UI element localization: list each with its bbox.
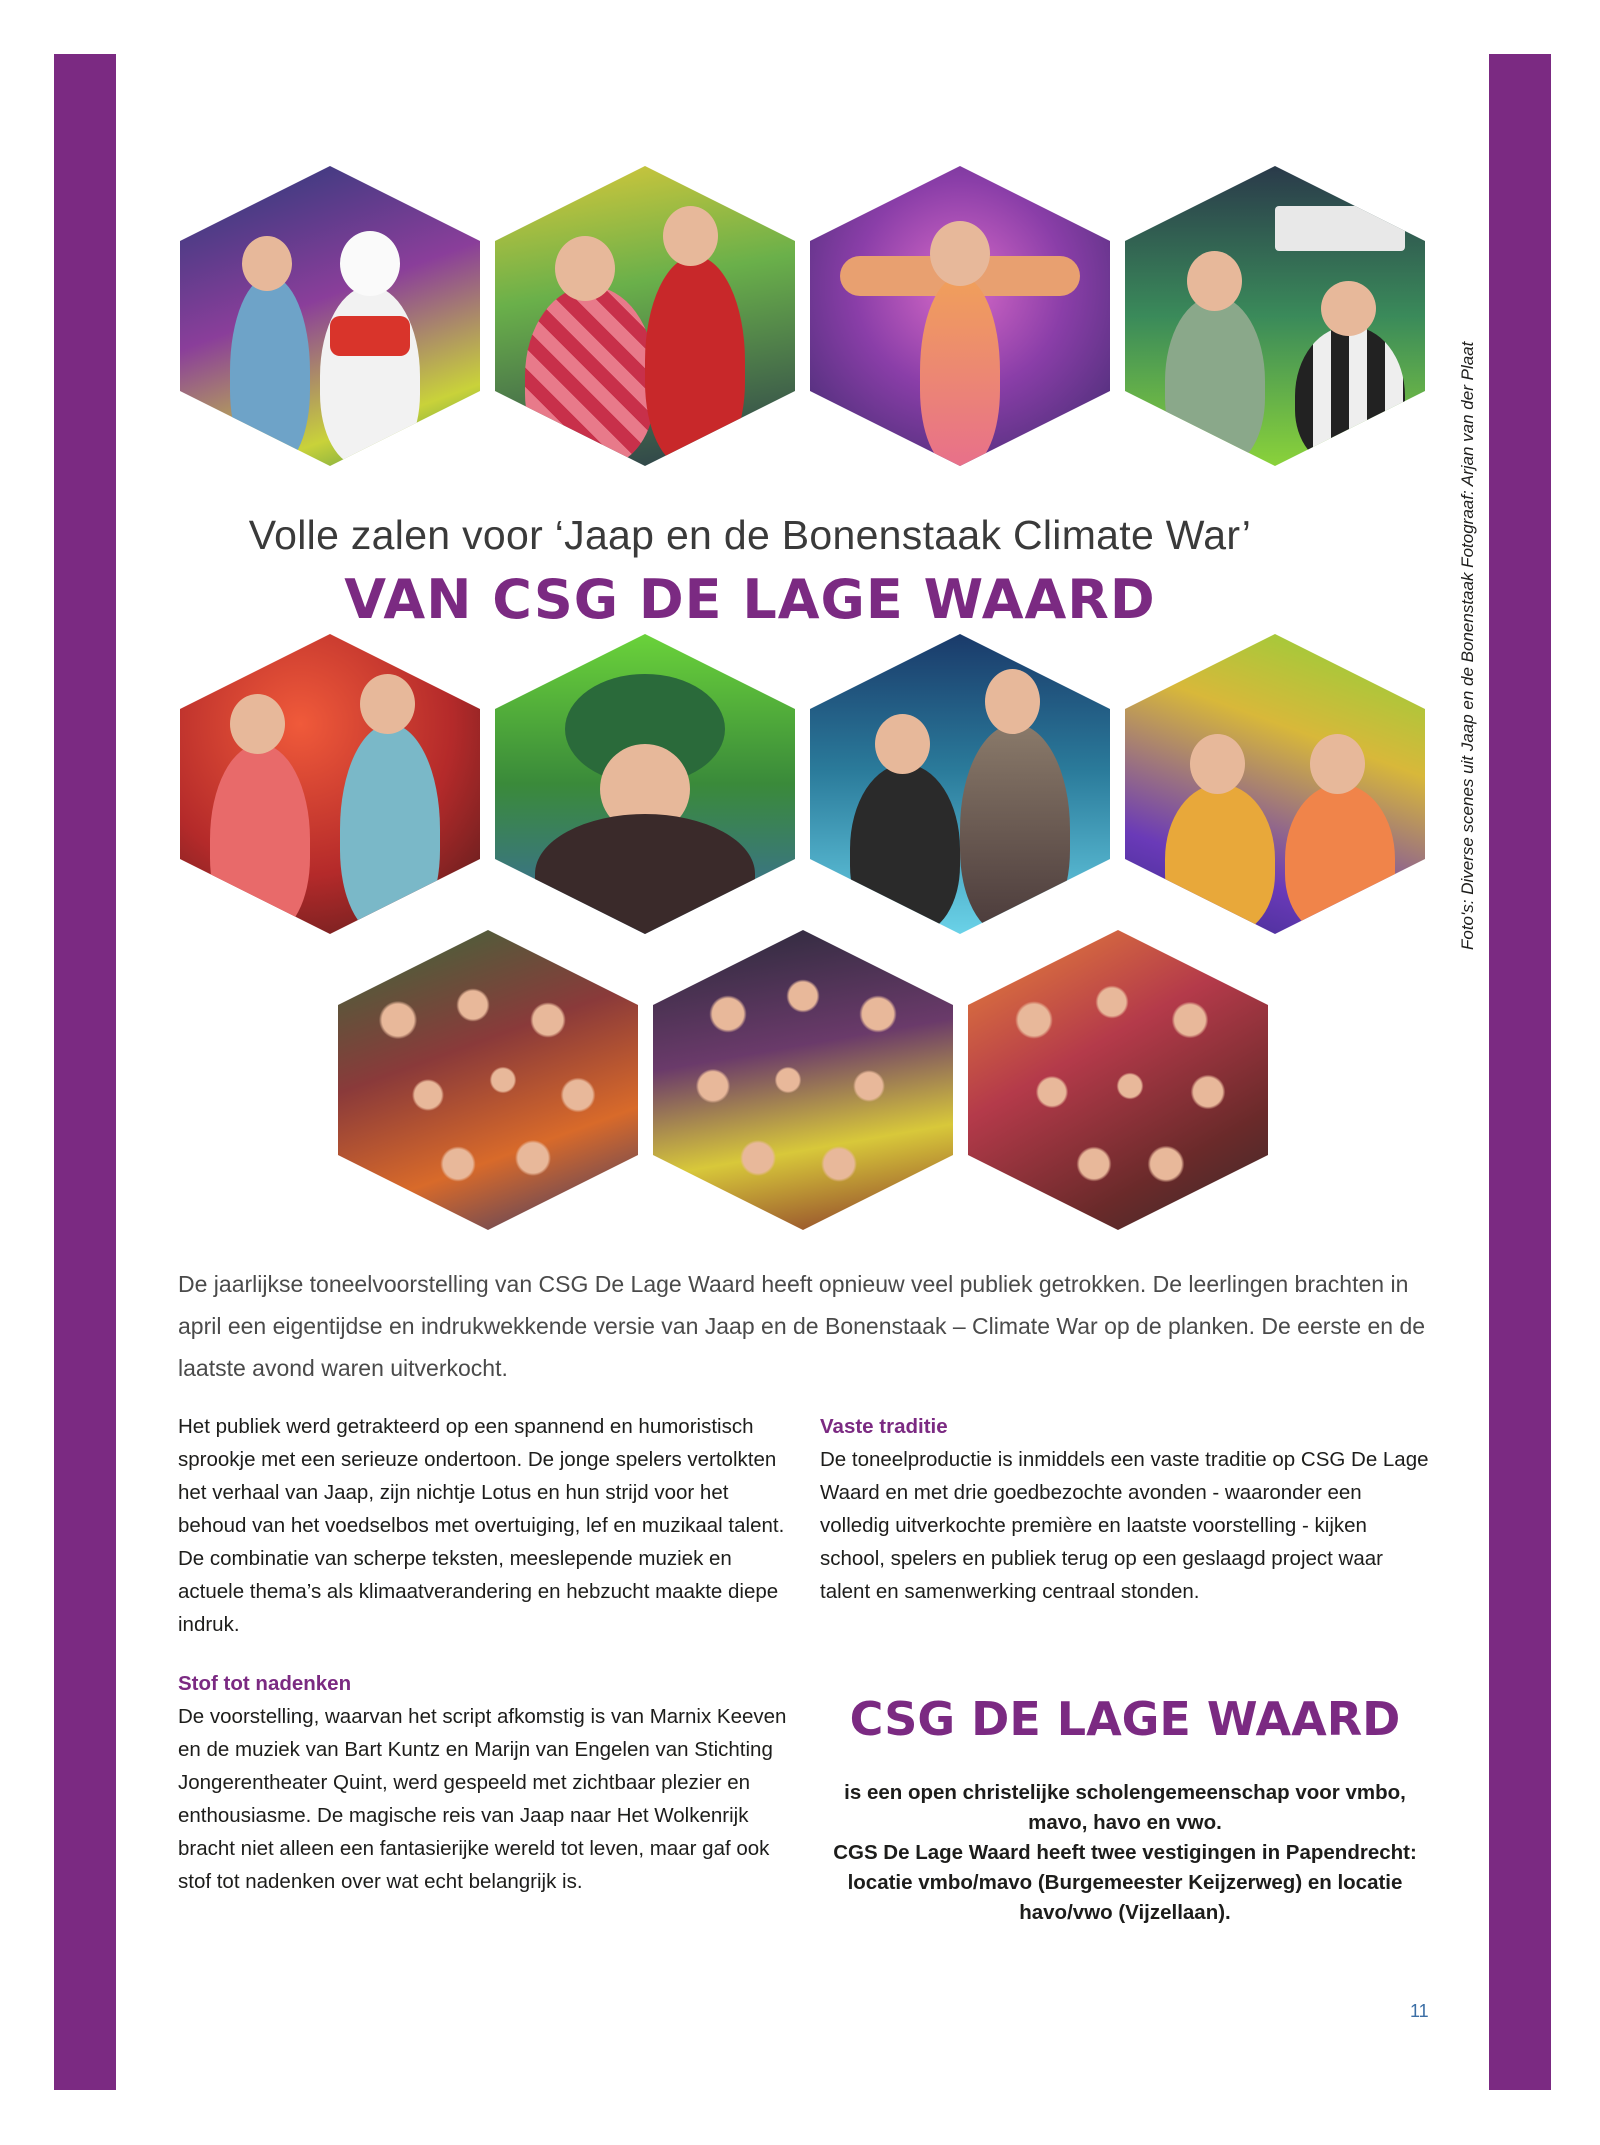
school-box-line-2: CGS De Lage Waard heeft twee vestigingen in Papendrecht: locatie vmbo/mavo (Burgemeester Keijzerweg) en locatie havo/vwo (Vijzellaan). [833,1841,1417,1924]
left-column [178,1410,788,1898]
stage-photo-sequin-dress [810,634,1110,934]
stage-photo-checkered-dress [495,166,795,466]
headline-subtitle: Volle zalen voor ‘Jaap en de Bonenstaak Climate War’ [248,512,1252,558]
heading-vaste-traditie: Vaste traditie [820,1415,948,1438]
stage-photo-red-light [180,634,480,934]
cast-photo-group-2 [653,930,953,1230]
stage-photo-purple-dress [810,166,1110,466]
intro-paragraph: De jaarlijkse toneelvoorstelling van CSG De Lage Waard heeft opnieuw veel publiek getrokken. De leerlingen brachten in april een eigentijdse en indrukwekkende versie van Jaap en de Bonenstaak – Climate War op de planken. De eerste en de laatste avond waren uitverkocht. [178,1271,1426,1381]
school-box-line-1: is een open christelijke scholengemeenschap voor vmbo, mavo, havo en vwo. [844,1781,1406,1834]
stage-photo-green-wig [495,634,795,934]
right-purple-bar [1489,54,1551,2090]
stage-photo-hands-raised [1125,634,1425,934]
left-paragraph-1: Het publiek werd getrakteerd op een spannend en humoristisch sprookje met een serieuze ondertoon. De jonge spelers vertolkten het verhaal van Jaap, zijn nichtje Lotus en hun strijd voor het behoud van het voedselbos met overtuiging, lef en muzikaal talent. De combinatie van scherpe teksten, meeslepende muziek en actuele thema’s als klimaatverandering en hebzucht maakte diepe indruk. [178,1415,785,1636]
stage-photo-rooster-costume [180,166,480,466]
headline-title: VAN CSG DE LAGE WAARD [344,568,1156,631]
photo-credit-text: Foto's: Diverse scenes uit Jaap en de Bonenstaak Fotograaf: Arjan van der Plaat [1458,341,1477,950]
right-paragraph-1: De toneelproductie is inmiddels een vaste traditie op CSG De Lage Waard en met drie goedbezochte avonden - waaronder een volledig uitverkochte première en laatste voorstelling - kijken school, spelers en publiek terug op een geslaagd project waar talent en samenwerking centraal stonden. [820,1448,1429,1603]
page-number: 11 [1410,2001,1429,2021]
right-column [820,1410,1430,1608]
cast-photo-group-3 [968,930,1268,1230]
school-box-text [820,1778,1430,1928]
heading-stof-tot-nadenken: Stof tot nadenken [178,1672,352,1695]
stage-photo-protest-sign [1125,166,1425,466]
school-box-title: CSG DE LAGE WAARD [849,1692,1401,1746]
left-purple-bar [54,54,116,2090]
left-paragraph-2: De voorstelling, waarvan het script afkomstig is van Marnix Keeven en de muziek van Bart Kuntz en Marijn van Engelen van Stichting Jongerentheater Quint, werd gespeeld met zichtbaar plezier en enthousiasme. De magische reis van Jaap naar Het Wolkenrijk bracht niet alleen een fantasierijke wereld tot leven, maar gaf ook stof tot nadenken over wat echt belangrijk is. [178,1705,787,1893]
cast-photo-group-1 [338,930,638,1230]
